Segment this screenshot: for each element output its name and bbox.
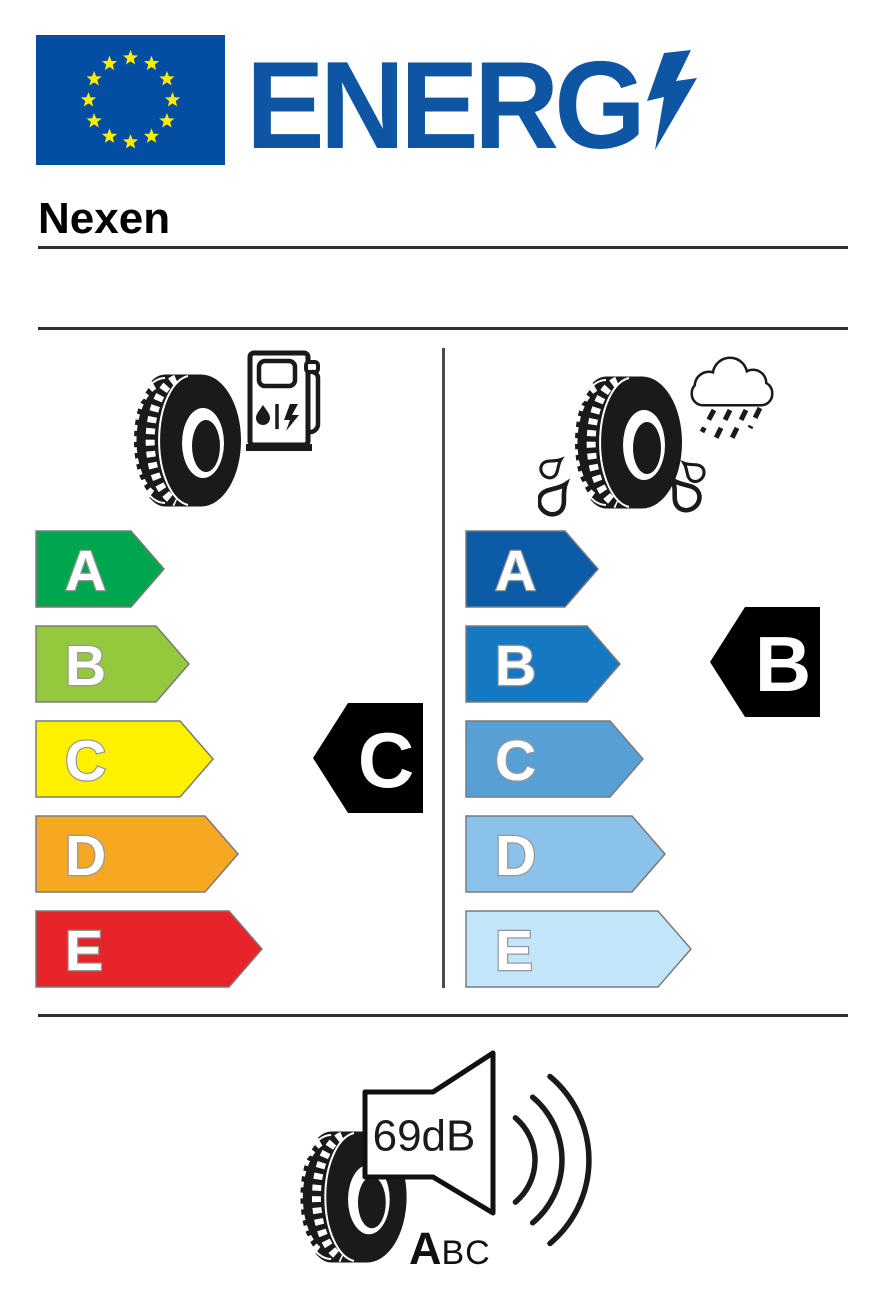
brand-name: Nexen: [38, 194, 171, 243]
noise-class-others: BC: [441, 1234, 491, 1272]
wet-grip-scale-arrow-c: [465, 720, 645, 799]
divider-line-top: [38, 246, 848, 249]
fuel-scale-arrow-a: [35, 530, 166, 609]
fuel-rating-letter: C: [357, 716, 415, 804]
grade-label: D: [495, 824, 537, 888]
column-divider: [442, 348, 445, 988]
divider-line-sections: [38, 327, 848, 330]
wet-grip-scale-arrow-d: [465, 815, 667, 894]
grade-label: B: [495, 634, 537, 698]
fuel-scale-arrow-c: [35, 720, 215, 799]
wet-grip-rating-letter: B: [754, 620, 812, 708]
fuel-scale-arrow-e: [35, 910, 264, 989]
loudspeaker-icon: [360, 1048, 500, 1220]
wet-grip-scale-arrow-b: [465, 625, 622, 704]
grade-label: A: [495, 539, 537, 603]
grade-label: B: [65, 634, 107, 698]
fuel-rating-arrow: [312, 702, 424, 814]
grade-label: A: [65, 539, 107, 603]
noise-class-current: A: [409, 1223, 442, 1274]
eu-flag-icon: [36, 35, 225, 165]
wet-grip-rating-arrow: [709, 606, 821, 718]
divider-line-bottom: [38, 1014, 848, 1017]
grade-label: C: [495, 729, 537, 793]
fuel-scale-arrow-d: [35, 815, 240, 894]
noise-level-value: 69dB: [372, 1111, 476, 1161]
energ-logo-text: ENERG: [246, 37, 642, 175]
grade-label: E: [65, 919, 104, 983]
rain-drops: [702, 408, 760, 438]
fuel-scale-arrow-b: [35, 625, 191, 704]
sound-waves-icon: [505, 1055, 605, 1255]
noise-class-group: [409, 1223, 491, 1274]
grade-label: D: [65, 824, 107, 888]
water-splash-icon: [538, 448, 710, 520]
fuel-pump-icon: [246, 350, 322, 454]
wet-grip-scale-arrow-e: [465, 910, 693, 989]
grade-label: E: [495, 919, 534, 983]
wet-grip-scale-arrow-a: [465, 530, 600, 609]
grade-label: C: [65, 729, 107, 793]
tire-icon: [132, 373, 242, 508]
lightning-bolt-icon: [646, 50, 702, 150]
rain-cloud-icon: [683, 350, 781, 444]
